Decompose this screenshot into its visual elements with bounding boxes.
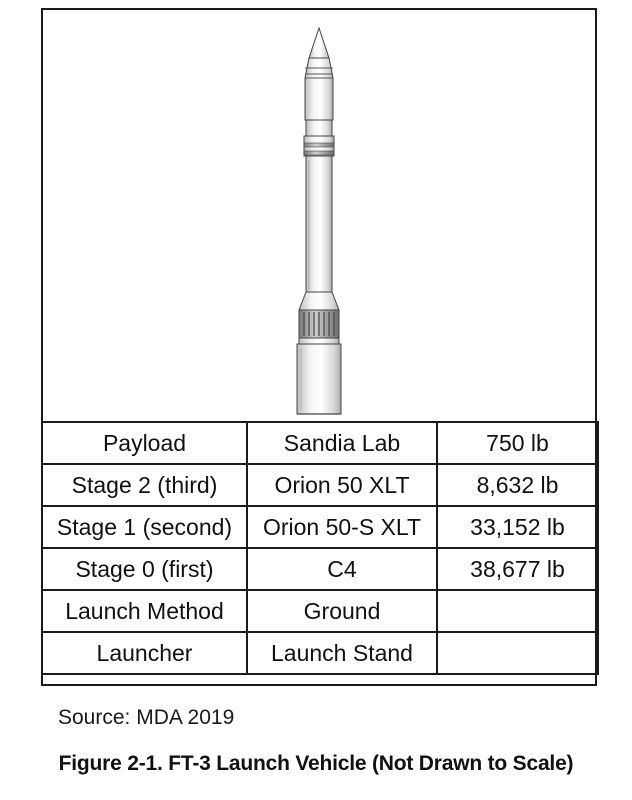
row-label: Payload [42,422,247,464]
nose-cone [309,28,329,58]
row-component: Ground [247,590,437,632]
row-component: Sandia Lab [247,422,437,464]
row-weight: 33,152 lb [437,506,598,548]
table-row [42,632,598,674]
figure-source: Source: MDA 2019 [58,706,235,729]
row-component: Orion 50-S XLT [247,506,437,548]
table-row [42,464,598,506]
row-label: Stage 1 (second) [42,506,247,548]
row-label: Stage 0 (first) [42,548,247,590]
figure-frame [41,8,597,686]
rocket-illustration [43,10,595,421]
row-component: Launch Stand [247,632,437,674]
row-component: Orion 50 XLT [247,464,437,506]
launch-vehicle-table [41,421,599,675]
row-label: Launch Method [42,590,247,632]
table-row [42,422,598,464]
row-weight: 750 lb [437,422,598,464]
table-row [42,590,598,632]
fairing [305,58,333,120]
row-label: Stage 2 (third) [42,464,247,506]
table-row [42,548,598,590]
row-component: C4 [247,548,437,590]
row-label: Launcher [42,632,247,674]
row-weight: 38,677 lb [437,548,598,590]
table-row [42,506,598,548]
stage-1-body [306,156,332,292]
stage-0-body [297,344,341,414]
stage-transition [299,292,339,310]
row-weight [437,632,598,674]
row-weight: 8,632 lb [437,464,598,506]
figure-caption: Figure 2-1. FT-3 Launch Vehicle (Not Drawn to Scale) [58,752,574,775]
row-weight [437,590,598,632]
rocket-illustration-area [43,10,595,421]
